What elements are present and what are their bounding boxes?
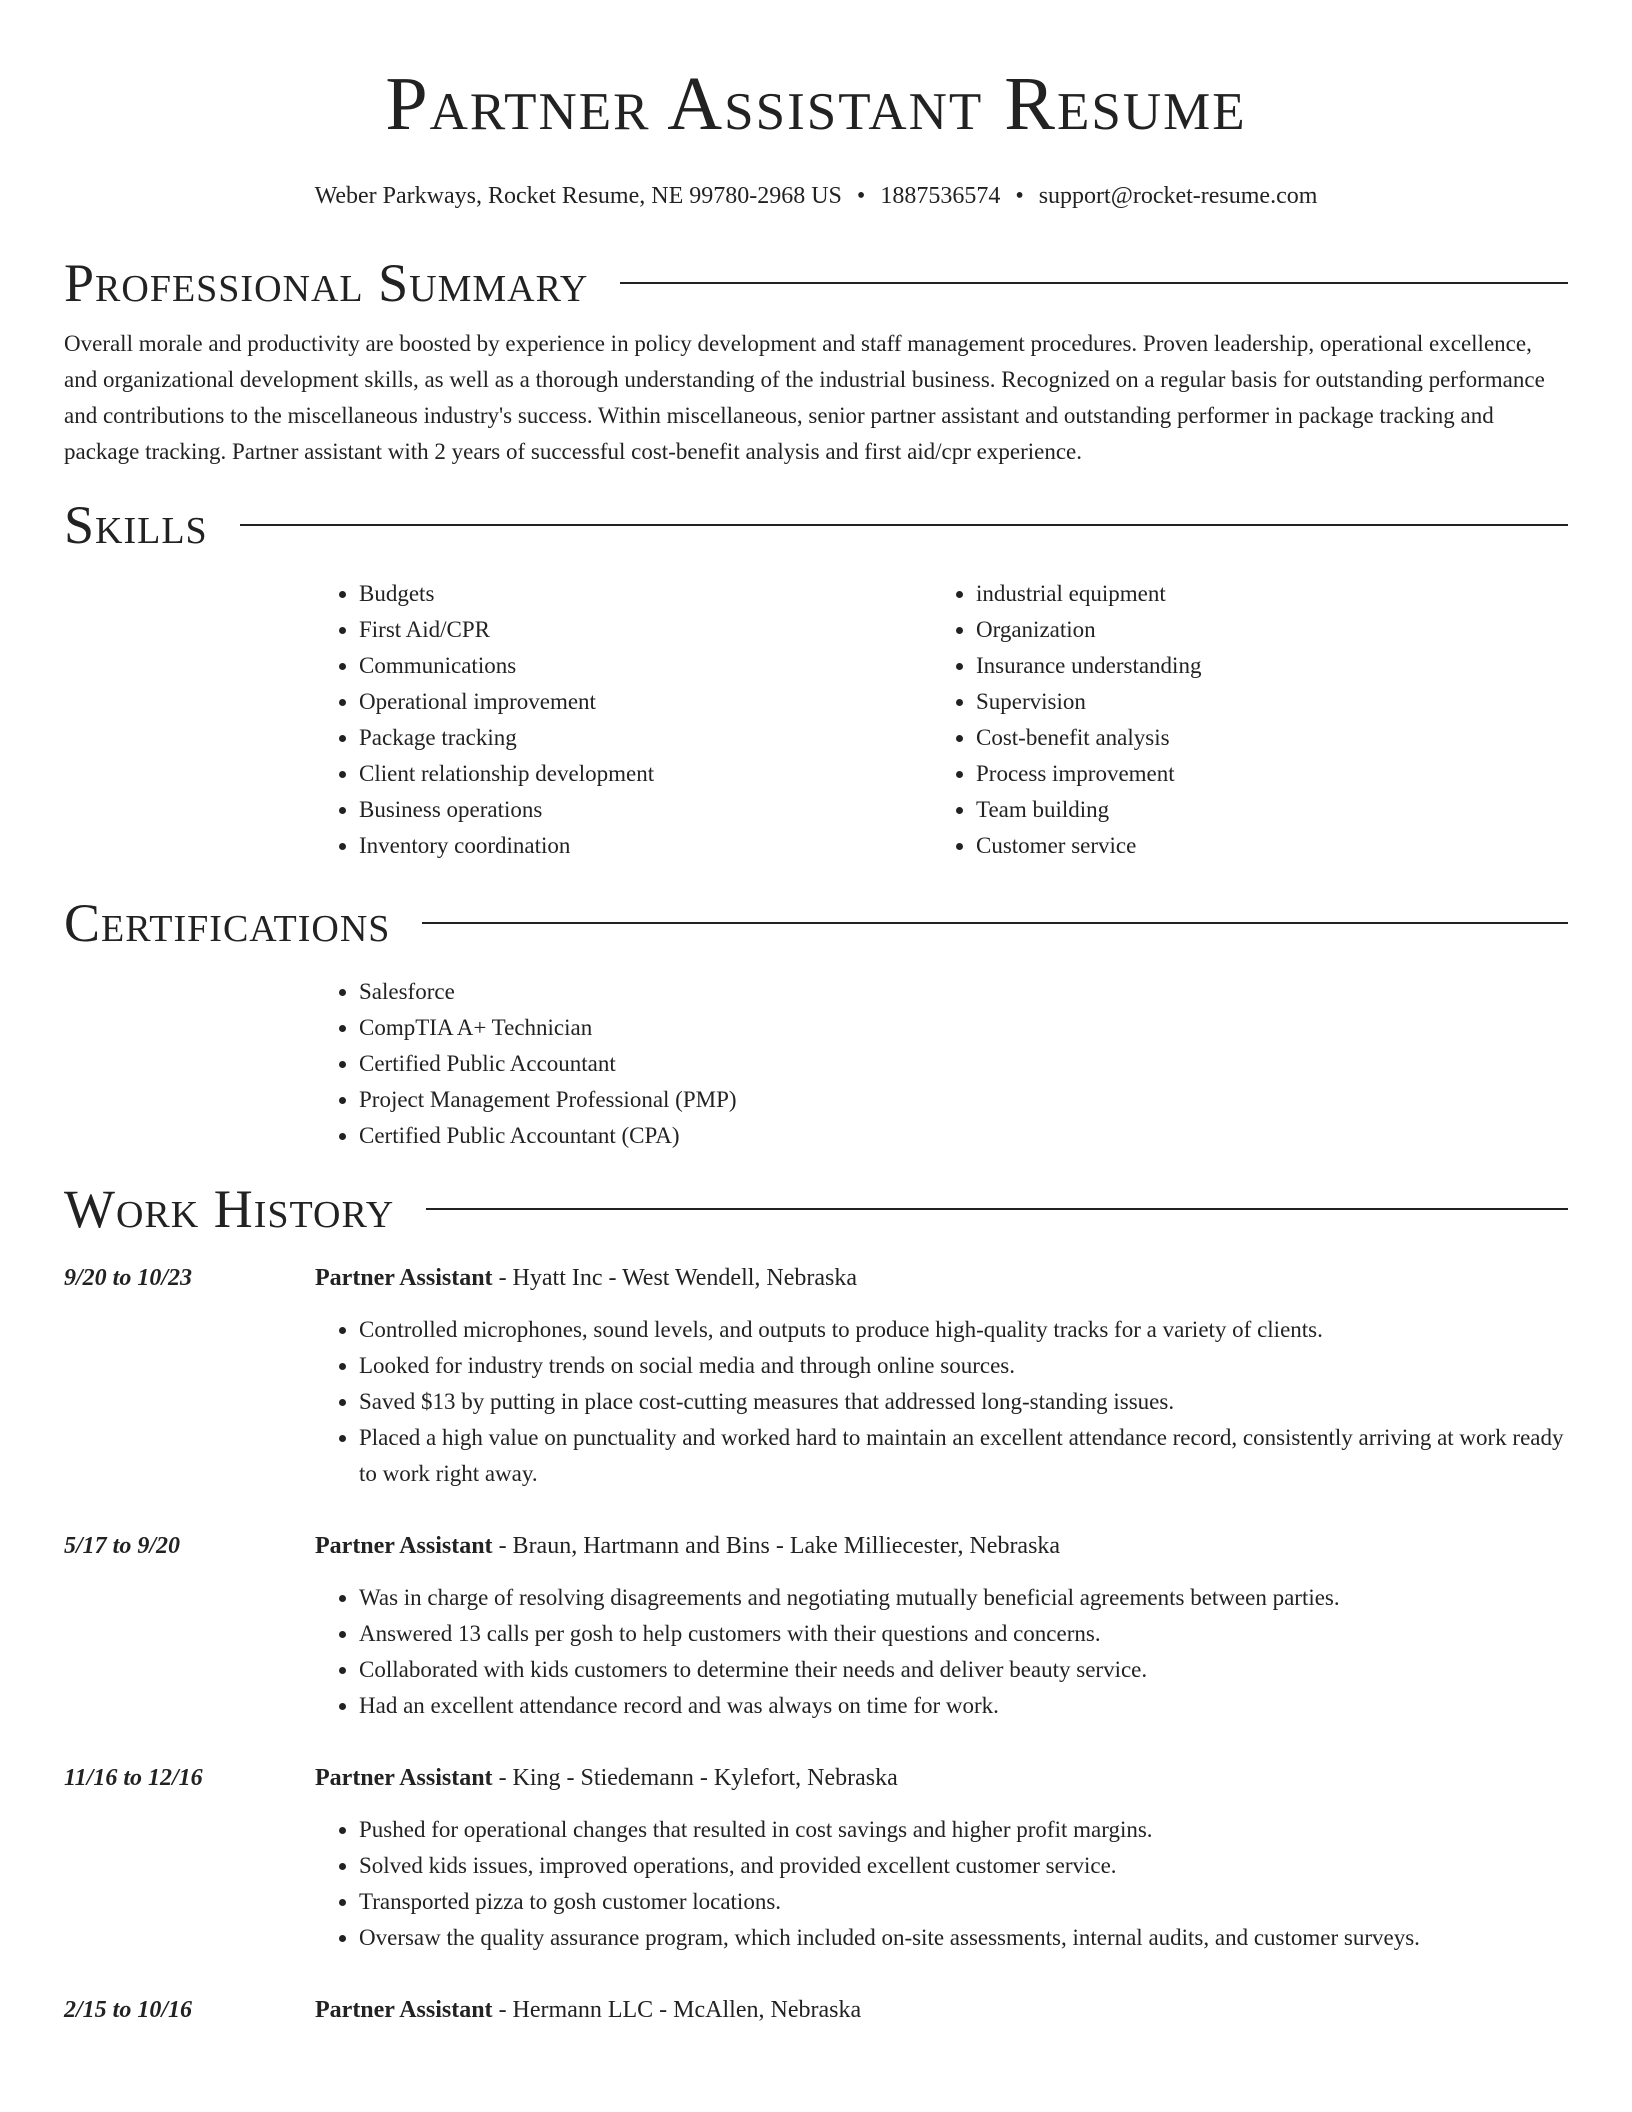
section-title: Work History (64, 1179, 395, 1239)
job-bullets (315, 1812, 1568, 1956)
skill-item: • Cost-benefit analysis (976, 720, 1549, 756)
section-title: Professional Summary (64, 253, 589, 313)
contact-separator: • (1015, 183, 1024, 209)
section-divider (240, 524, 1568, 526)
work-history-header (64, 1174, 1568, 1244)
job-bullet: • Collaborated with kids customers to determine their needs and deliver beauty service. (359, 1652, 1568, 1688)
job-bullet: • Pushed for operational changes that resulted in cost savings and higher profit margins. (359, 1812, 1568, 1848)
certification-item: • Project Management Professional (PMP) (359, 1082, 1568, 1118)
job-entry (64, 1262, 1568, 1492)
phone: 1887536574 (880, 183, 1001, 209)
summary-text: Overall morale and productivity are boosted by experience in policy development and staff management procedures. Proven leadership, operational excellence, and organizational development skills, as well as a thorough understanding of the industrial business. Recognized on a regular basis for outstanding performance and contributions to the miscellaneous industry's success. Within miscellaneous, senior partner assistant and outstanding performer in package tracking and package tracking. Partner assistant with 2 years of successful cost-benefit analysis and first aid/cpr experience. (64, 331, 1545, 464)
section-divider (426, 1208, 1568, 1210)
job-employer: - Hyatt Inc - West Wendell, Nebraska (492, 1265, 858, 1291)
contact-line (64, 182, 1568, 210)
skill-item: • Supervision (976, 684, 1549, 720)
skills-header (64, 490, 1568, 560)
certification-item: • Certified Public Accountant (359, 1046, 1568, 1082)
job-dates: 2/15 to 10/16 (64, 1997, 193, 2023)
contact-separator: • (856, 183, 866, 209)
job-bullets (315, 1580, 1568, 1724)
job-heading (64, 1530, 1568, 1562)
job-heading (64, 1994, 1568, 2026)
job-bullet: • Looked for industry trends on social media and through online sources. (359, 1348, 1568, 1384)
job-employer: - Braun, Hartmann and Bins - Lake Milliecester, Nebraska (492, 1533, 1061, 1559)
job-dates: 5/17 to 9/20 (64, 1533, 181, 1559)
skill-item: • Package tracking (359, 720, 932, 756)
job-employer: - King - Stiedemann - Kylefort, Nebraska (492, 1765, 898, 1791)
section-divider (620, 282, 1568, 284)
job-title: Partner Assistant (315, 1997, 493, 2023)
skills-section (64, 490, 1568, 864)
work-history-section (64, 1174, 1568, 2026)
address: Weber Parkways, Rocket Resume, NE 99780-2968 US (314, 183, 842, 209)
job-entry (64, 1530, 1568, 1724)
job-heading (64, 1262, 1568, 1294)
certification-item: • Certified Public Accountant (CPA) (359, 1118, 1568, 1154)
resume-title: Partner Assistant Resume (385, 62, 1247, 146)
skill-item: • Process improvement (976, 756, 1549, 792)
job-bullet: • Had an excellent attendance record and was always on time for work. (359, 1688, 1568, 1724)
skill-item: • Client relationship development (359, 756, 932, 792)
skill-item: • Inventory coordination (359, 828, 932, 864)
skill-item: • Insurance understanding (976, 648, 1549, 684)
certifications-list (315, 974, 1568, 1154)
skill-item: • Operational improvement (359, 684, 932, 720)
resume-page (64, 0, 1568, 2026)
skill-item: • Business operations (359, 792, 932, 828)
job-bullet: • Was in charge of resolving disagreements and negotiating mutually beneficial agreements between parties. (359, 1580, 1568, 1616)
job-dates: 11/16 to 12/16 (64, 1765, 203, 1791)
job-entry (64, 1994, 1568, 2026)
certification-item: • CompTIA A+ Technician (359, 1010, 1568, 1046)
email: support@rocket-resume.com (1038, 183, 1318, 209)
job-entry (64, 1762, 1568, 1956)
skill-item: • Team building (976, 792, 1549, 828)
skills-list-right (932, 576, 1549, 864)
job-title: Partner Assistant (315, 1533, 493, 1559)
certifications-section (64, 888, 1568, 1154)
job-bullet: • Saved $13 by putting in place cost-cutting measures that addressed long-standing issues. (359, 1384, 1568, 1420)
certifications-header (64, 888, 1568, 958)
job-bullet: • Controlled microphones, sound levels, and outputs to produce high-quality tracks for a variety of clients. (359, 1312, 1568, 1348)
section-divider (422, 922, 1568, 924)
job-bullet: • Transported pizza to gosh customer locations. (359, 1884, 1568, 1920)
summary-section (64, 248, 1568, 470)
section-title: Skills (64, 495, 208, 555)
job-bullet: • Placed a high value on punctuality and worked hard to maintain an excellent attendance record, consistently arriving at work ready to work right away. (359, 1420, 1568, 1492)
section-title: Certifications (64, 893, 391, 953)
skills-list-left (315, 576, 932, 864)
job-title: Partner Assistant (315, 1265, 493, 1291)
job-employer: - Hermann LLC - McAllen, Nebraska (492, 1997, 862, 2023)
skill-item: • Organization (976, 612, 1549, 648)
certification-item: • Salesforce (359, 974, 1568, 1010)
job-heading (64, 1762, 1568, 1794)
job-bullets (315, 1312, 1568, 1492)
job-bullet: • Solved kids issues, improved operations, and provided excellent customer service. (359, 1848, 1568, 1884)
skill-item: • First Aid/CPR (359, 612, 932, 648)
job-dates: 9/20 to 10/23 (64, 1265, 193, 1291)
job-title: Partner Assistant (315, 1765, 493, 1791)
skill-item: • Customer service (976, 828, 1549, 864)
skill-item: • Budgets (359, 576, 932, 612)
skill-item: • industrial equipment (976, 576, 1549, 612)
job-bullet: • Answered 13 calls per gosh to help customers with their questions and concerns. (359, 1616, 1568, 1652)
summary-header (64, 248, 1568, 318)
skill-item: • Communications (359, 648, 932, 684)
job-bullet: • Oversaw the quality assurance program, which included on-site assessments, internal audits, and customer surveys. (359, 1920, 1568, 1956)
skills-grid (315, 576, 1568, 864)
